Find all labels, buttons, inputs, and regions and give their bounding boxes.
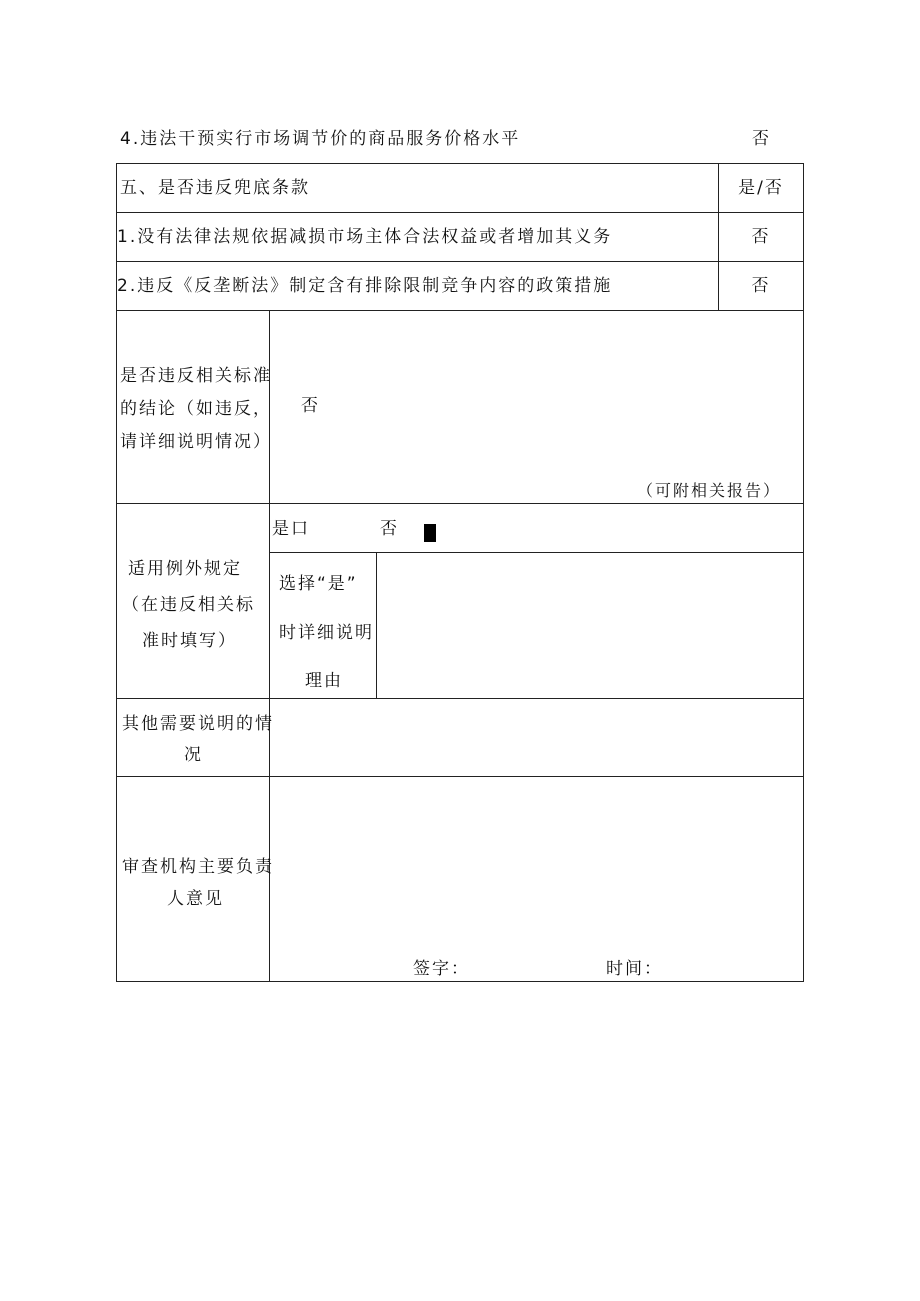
section5-title: 五、是否违反兜底条款 xyxy=(120,178,310,198)
section5-item-2-label: 2.违反《反垄断法》制定含有排除限制竞争内容的政策措施 xyxy=(117,276,613,296)
exception-no-option[interactable]: 否 xyxy=(380,519,399,539)
exception-reason-label-line-3: 理由 xyxy=(305,671,343,691)
exception-label-line-2: （在违反相关标 xyxy=(122,595,255,615)
table-line xyxy=(116,310,804,311)
exception-label-line-1: 适用例外规定 xyxy=(128,559,242,579)
exception-label-line-3: 准时填写） xyxy=(142,631,237,651)
table-line xyxy=(116,261,804,262)
item-4-answer: 否 xyxy=(752,129,771,149)
table-line xyxy=(116,503,804,504)
table-line xyxy=(116,698,804,699)
exception-reason-label-line-2: 时详细说明 xyxy=(279,623,374,643)
table-line xyxy=(116,163,804,164)
section5-answer-header: 是/否 xyxy=(738,178,784,198)
section5-item-2-answer: 否 xyxy=(751,276,771,296)
other-label-line-1: 其他需要说明的情 xyxy=(122,714,274,734)
table-line xyxy=(269,552,804,553)
exception-no-checked-box[interactable] xyxy=(424,524,436,542)
head-opinion-label-line-2: 人意见 xyxy=(167,889,224,909)
conclusion-value: 否 xyxy=(301,396,320,416)
head-opinion-label-line-1: 审查机构主要负责 xyxy=(122,857,274,877)
table-line xyxy=(116,212,804,213)
conclusion-note: （可附相关报告） xyxy=(637,481,782,500)
table-line xyxy=(376,552,377,698)
table-line xyxy=(116,981,804,982)
other-label-line-2: 况 xyxy=(184,745,203,765)
exception-yes-option[interactable]: 是口 xyxy=(272,519,310,539)
section5-item-1-label: 1.没有法律法规依据减损市场主体合法权益或者增加其义务 xyxy=(117,227,613,247)
exception-reason-label-line-1: 选择“是” xyxy=(279,574,358,594)
sign-label: 签字： xyxy=(413,959,470,979)
table-line xyxy=(803,163,804,982)
conclusion-label-line-2: 的结论（如违反， xyxy=(120,399,272,419)
table-line xyxy=(116,776,804,777)
time-label: 时间： xyxy=(606,959,663,979)
section5-item-1-answer: 否 xyxy=(751,227,771,247)
conclusion-label-line-3: 请详细说明情况） xyxy=(120,432,272,452)
item-4-label: 4.违法干预实行市场调节价的商品服务价格水平 xyxy=(120,129,521,149)
conclusion-label-line-1: 是否违反相关标准 xyxy=(120,366,272,386)
